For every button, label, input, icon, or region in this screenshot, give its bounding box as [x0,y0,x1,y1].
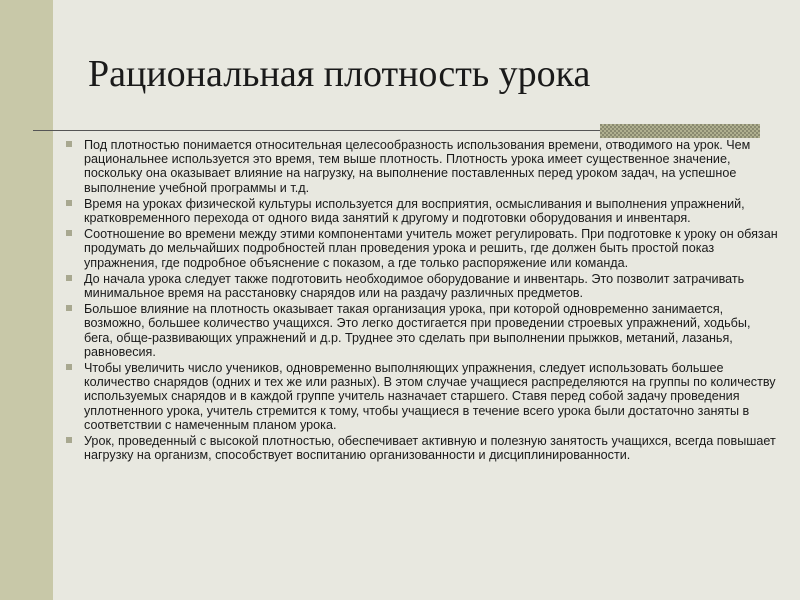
bullet-item [66,302,782,359]
left-accent-bar-top [0,0,53,132]
bullet-text: Соотношение во времени между этими компонентами учитель может регулировать. При подготовке к уроку он обязан продумать до мельчайших подробностей план проведения урока и решить, где должен быть простой показ упражнения, где подробное объяснение с показом, а где только распоряжение или команда. [84,227,778,270]
bullet-item [66,227,782,270]
bullet-text: До начала урока следует также подготовить необходимое оборудование и инвентарь. Это позволит затрачивать минимальное время на расстановку снарядов или на раздачу различных предметов. [84,271,745,301]
bullet-square-icon [66,275,72,281]
bullet-list [66,138,782,464]
bullet-square-icon [66,141,72,147]
bullet-item [66,197,782,225]
bullet-text: Большое влияние на плотность оказывает такая организация урока, при которой одновременно занимается, возможно, большее количество учащихся. Это легко достигается при проведении строевых упражнений, ходьбы, бега, обще-развивающих упражнений и д.р. Труднее это сделать при выполнении прыжков, метаний, лазанья, равновесия. [84,302,751,359]
bullet-item [66,361,782,432]
bullet-text: Под плотностью понимается относительная целесообразность использования времени, отводимого на урок. Чем рациональнее используется это время, тем выше плотность. Плотность урока имеет существенное значение, поскольку она оказывает влияние на нагрузку, на выполнение поставленных перед уроком задач, на успешное выполнение учебной программы и т.д. [84,138,751,195]
bullet-text: Чтобы увеличить число учеников, одновременно выполняющих упражнения, следует использовать большее количество снарядов (одних и тех же или разных). В этом случае учащиеся распределяются на группы по количеству используемых снарядов и в каждой группе учитель назначает старшего. Ставя перед собой задачу проведения уплотненного урока, учитель стремится к тому, чтобы учащиеся в течение всего урока были достаточно заняты в соответствии с намеченным планом урока. [84,361,776,432]
bullet-square-icon [66,364,72,370]
bullet-text: Время на уроках физической культуры используется для восприятия, осмысливания и выполнения упражнений, кратковременного перехода от одного вида занятий к другому и подготовки оборудования и инвентаря. [84,196,745,226]
bullet-item [66,272,782,300]
bullet-item [66,138,782,195]
bullet-text: Урок, проведенный с высокой плотностью, обеспечивает активную и полезную занятость учащихся, всегда повышает нагрузку на организм, способствует воспитанию организованности и дисциплинированности. [84,434,776,463]
checker-decoration [600,124,760,138]
bullet-item [66,434,782,462]
bullet-square-icon [66,230,72,236]
slide-title: Рациональная плотность урока [88,53,591,95]
bullet-square-icon [66,437,72,443]
bullet-square-icon [66,200,72,206]
bullet-square-icon [66,305,72,311]
